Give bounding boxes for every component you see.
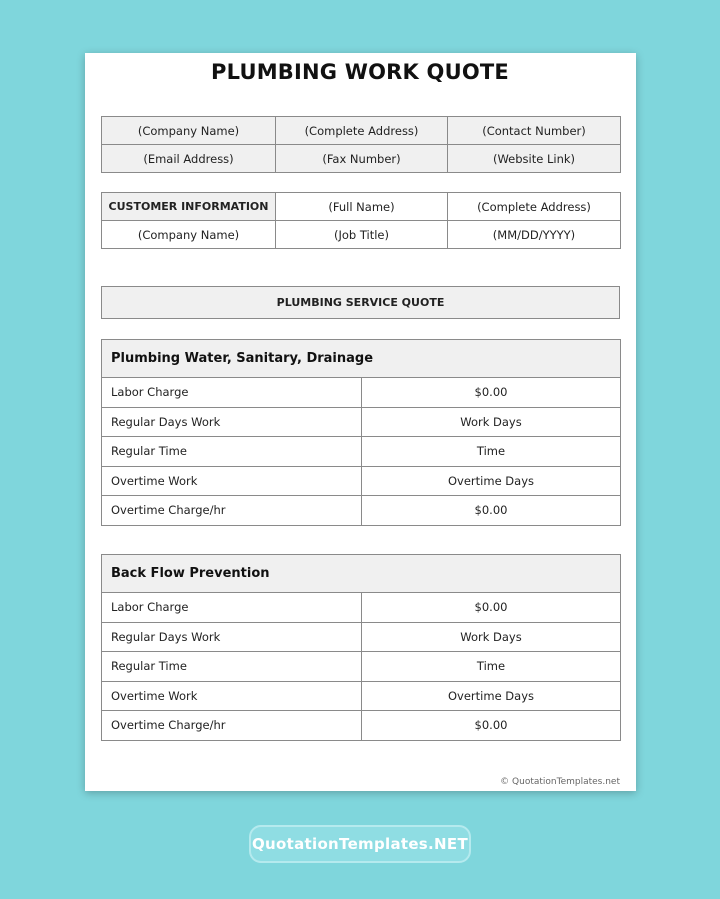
service-quote-heading: PLUMBING SERVICE QUOTE <box>101 286 620 319</box>
customer-company-cell[interactable]: (Company Name) <box>102 221 276 249</box>
company-name-cell[interactable]: (Company Name) <box>102 117 276 145</box>
row-value[interactable]: Time <box>362 437 621 467</box>
table-row <box>102 466 621 496</box>
row-value[interactable]: $0.00 <box>362 496 621 526</box>
section-heading: Back Flow Prevention <box>102 555 621 593</box>
table-row <box>102 593 621 623</box>
row-label: Overtime Work <box>102 466 362 496</box>
customer-row <box>102 221 621 249</box>
row-label: Regular Time <box>102 652 362 682</box>
table-row <box>102 622 621 652</box>
row-value[interactable]: Work Days <box>362 407 621 437</box>
table-row <box>102 437 621 467</box>
fax-number-cell[interactable]: (Fax Number) <box>276 145 448 173</box>
row-value[interactable]: $0.00 <box>362 378 621 408</box>
row-label: Regular Time <box>102 437 362 467</box>
page-title: PLUMBING WORK QUOTE <box>211 60 509 84</box>
section-back-flow-table <box>101 554 621 741</box>
table-row <box>102 378 621 408</box>
full-name-cell[interactable]: (Full Name) <box>276 193 448 221</box>
row-label: Overtime Charge/hr <box>102 496 362 526</box>
customer-info-table <box>101 192 621 249</box>
customer-information-heading: CUSTOMER INFORMATION <box>102 193 276 221</box>
row-label: Regular Days Work <box>102 622 362 652</box>
row-label: Overtime Charge/hr <box>102 711 362 741</box>
contact-number-cell[interactable]: (Contact Number) <box>448 117 621 145</box>
copyright-notice: © QuotationTemplates.net <box>500 777 620 787</box>
company-row <box>102 145 621 173</box>
row-value[interactable]: $0.00 <box>362 593 621 623</box>
company-row <box>102 117 621 145</box>
table-row <box>102 407 621 437</box>
customer-row <box>102 193 621 221</box>
row-label: Labor Charge <box>102 378 362 408</box>
section-heading: Plumbing Water, Sanitary, Drainage <box>102 340 621 378</box>
row-label: Overtime Work <box>102 681 362 711</box>
table-row <box>102 711 621 741</box>
row-label: Regular Days Work <box>102 407 362 437</box>
customer-address-cell[interactable]: (Complete Address) <box>448 193 621 221</box>
section-plumbing-water-table <box>101 339 621 526</box>
row-value[interactable]: $0.00 <box>362 711 621 741</box>
table-row <box>102 496 621 526</box>
brand-badge[interactable]: QuotationTemplates.NET <box>249 825 471 863</box>
date-cell[interactable]: (MM/DD/YYYY) <box>448 221 621 249</box>
job-title-cell[interactable]: (Job Title) <box>276 221 448 249</box>
row-label: Labor Charge <box>102 593 362 623</box>
row-value[interactable]: Overtime Days <box>362 466 621 496</box>
row-value[interactable]: Work Days <box>362 622 621 652</box>
company-address-cell[interactable]: (Complete Address) <box>276 117 448 145</box>
website-link-cell[interactable]: (Website Link) <box>448 145 621 173</box>
row-value[interactable]: Time <box>362 652 621 682</box>
table-row <box>102 681 621 711</box>
row-value[interactable]: Overtime Days <box>362 681 621 711</box>
company-info-table <box>101 116 621 173</box>
table-row <box>102 652 621 682</box>
email-address-cell[interactable]: (Email Address) <box>102 145 276 173</box>
